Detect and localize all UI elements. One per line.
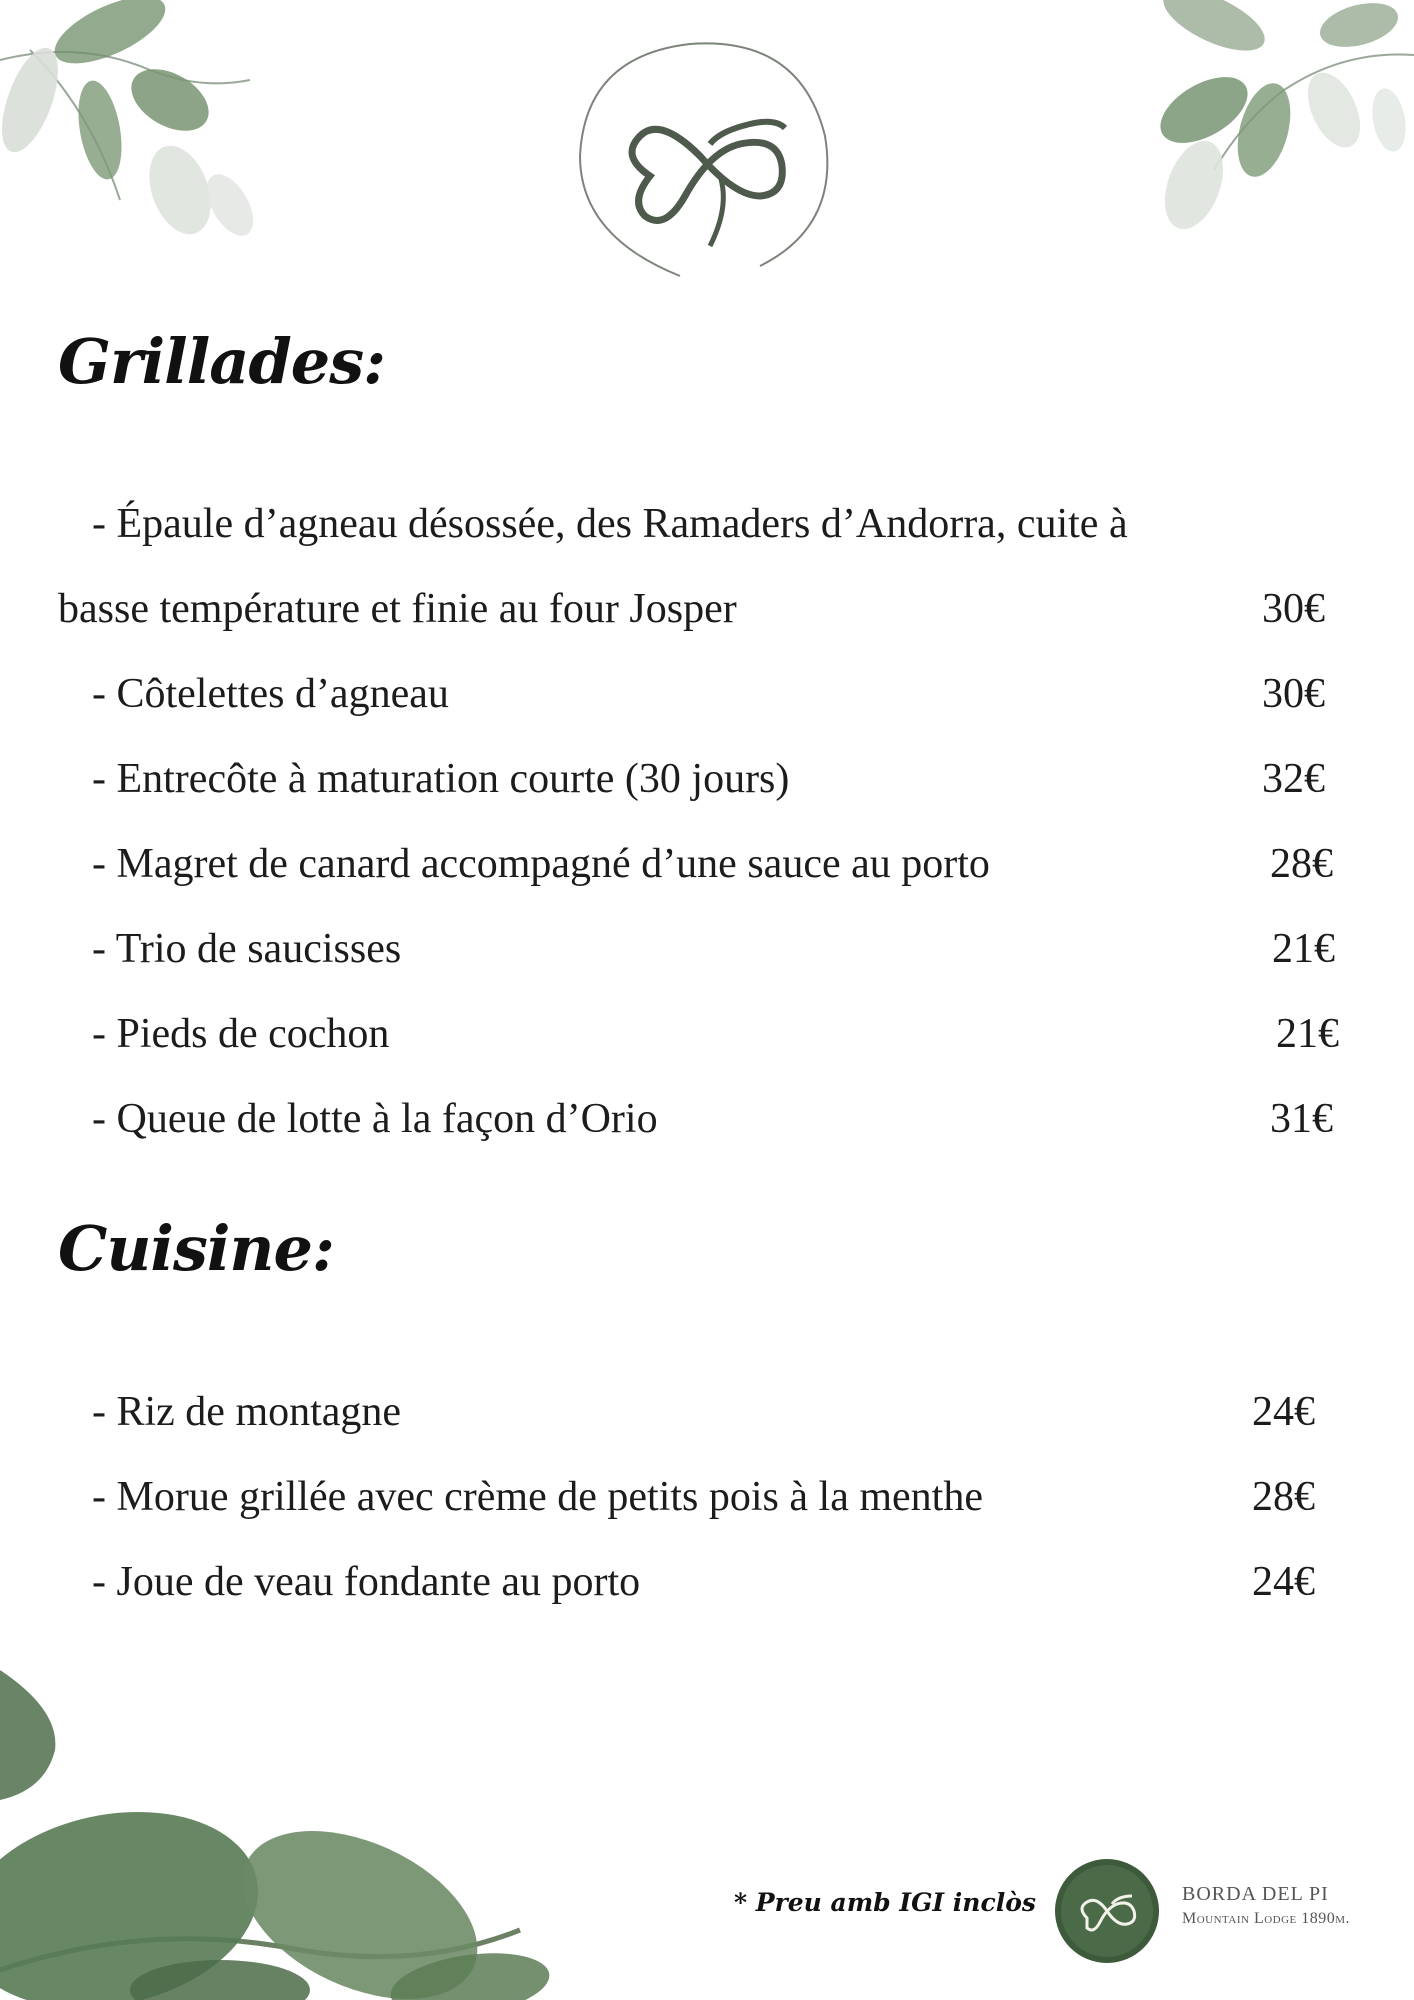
menu-item-name: - Queue de lotte à la façon d’Orio (92, 1096, 658, 1142)
menu-item (0, 992, 1414, 1077)
menu-item-name: - Entrecôte à maturation courte (30 jours) (92, 756, 790, 802)
menu-item-price: 30€ (1262, 671, 1325, 717)
menu-item-name: - Trio de saucisses (92, 926, 402, 972)
logo-emblem (560, 36, 860, 296)
menu-item-price: 32€ (1262, 756, 1325, 802)
menu-item-price: 28€ (1252, 1474, 1315, 1520)
menu-item-name-continued: basse température et finie au four Josper (58, 586, 737, 632)
menu-item-name: - Épaule d’agneau désossée, des Ramaders d’Andorra, cuite à (92, 501, 1128, 547)
menu-item-price: 21€ (1276, 1011, 1339, 1057)
menu-item (0, 737, 1414, 822)
menu-item (0, 652, 1414, 737)
menu-item (0, 1370, 1414, 1455)
menu-item-name: - Pieds de cochon (92, 1011, 390, 1057)
price-tax-note: * Preu amb IGI inclòs (734, 1888, 1036, 1917)
brand-subtitle: Mountain Lodge 1890m. (1182, 1910, 1351, 1927)
menu-item-price: 28€ (1270, 841, 1333, 887)
footer-logo-badge (1052, 1856, 1162, 1966)
menu-item-price: 21€ (1272, 926, 1335, 972)
menu-item-name: - Côtelettes d’agneau (92, 671, 449, 717)
menu-item (0, 822, 1414, 907)
cuisine-menu-list (0, 1370, 1414, 1625)
section-title-cuisine: Cuisine: (58, 1212, 334, 1285)
menu-item (0, 1540, 1414, 1625)
menu-item (0, 482, 1414, 652)
section-title-grillades: Grillades: (58, 325, 386, 398)
menu-item-name: - Magret de canard accompagné d’une sauce au porto (92, 841, 990, 887)
grillades-menu-list (0, 482, 1414, 1162)
leaf-decoration-top-right (1144, 0, 1414, 240)
menu-item-name: - Riz de montagne (92, 1389, 402, 1435)
leaf-decoration-top-left (0, 0, 270, 240)
menu-item-name: - Joue de veau fondante au porto (92, 1559, 641, 1605)
menu-item-price: 24€ (1252, 1559, 1315, 1605)
leaf-decoration-bottom-left (0, 1670, 560, 2000)
menu-item-price: 24€ (1252, 1389, 1315, 1435)
menu-item (0, 1455, 1414, 1540)
menu-item (0, 1077, 1414, 1162)
brand-name: BORDA DEL PI (1182, 1883, 1329, 1905)
menu-item-name: - Morue grillée avec crème de petits pois à la menthe (92, 1474, 983, 1520)
menu-item-price: 30€ (1262, 586, 1325, 632)
menu-item (0, 907, 1414, 992)
menu-item-price: 31€ (1270, 1096, 1333, 1142)
